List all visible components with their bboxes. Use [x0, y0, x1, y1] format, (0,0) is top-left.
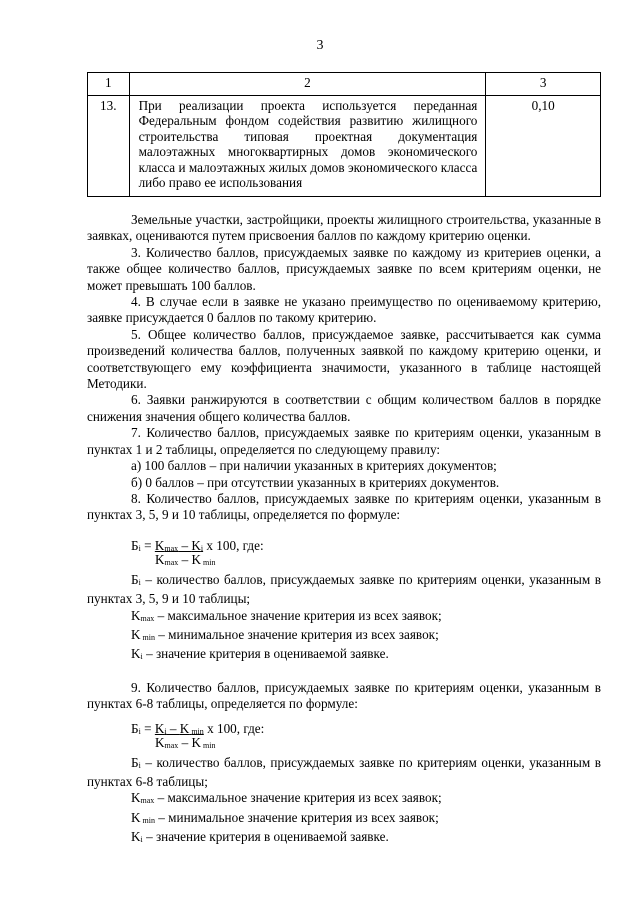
page-number: 3: [316, 38, 324, 53]
formula-2-numerator-line: $Б_i = K_i - K$ $_{min}$ x 100, где:: [131, 720, 265, 736]
definition-2-kmin: K $_{min}$ – минимальное значение критерия из всех заявок;: [131, 809, 439, 825]
definition-2-ki: $K_i$ – значение критерия в оцениваемой заявке.: [131, 829, 389, 845]
paragraph-8: 8. Количество баллов, присуждаемых заявке по критериям оценки, указанным в пунктах 3, 5, 9 и 10 таблицы, определяется по формуле:: [87, 490, 601, 523]
formula-2-denominator: $K_{max}$ – K $_{min}$: [155, 734, 216, 750]
criteria-table: [87, 72, 601, 197]
formula-1-denominator: $K_{max}$ – K $_{min}$: [155, 551, 216, 567]
row-number: 13.: [88, 96, 130, 197]
row-criterion-text: При реализации проекта используется переданная Федеральным фондом содействия развитию жилищного строительства типовая проектная документация малоэтажных многоквартирных домов экономического класса и малоэтажных жилых домов экономического класса либо право ее использования: [129, 96, 486, 197]
formula-2: [87, 721, 601, 755]
paragraph-7a: а) 100 баллов – при наличии указанных в критериях документов;: [131, 458, 497, 474]
paragraph-7b: б) 0 баллов – при отсутствии указанных в критериях документов.: [131, 474, 500, 490]
definition-1-kmin: K $_{min}$ – минимальное значение критерия из всех заявок;: [131, 626, 439, 642]
definition-1-kmax: $K_{max}$ – максимальное значение критерия из всех заявок;: [131, 607, 442, 623]
header-col-1: 1: [88, 73, 130, 96]
row-coefficient: 0,10: [486, 96, 601, 197]
formula-1: [87, 538, 601, 572]
header-col-2: 2: [129, 73, 486, 96]
definition-1-b: $Б_i$ – количество баллов, присуждаемых заявке по критериям оценки, указанным в пунктах 3, 5, 9 и 10 таблицы;: [87, 571, 601, 607]
paragraph-intro: Земельные участки, застройщики, проекты жилищного строительства, указанные в заявках, оцениваются путем присвоения баллов по каждому критерию оценки.: [87, 212, 601, 244]
formula-1-numerator-line: $Б_i = K_{max} - K_i$ x 100, где:: [131, 537, 264, 553]
definition-2-b: $Б_i$ – количество баллов, присуждаемых заявке по критериям оценки, указанным в пунктах 6-8 таблицы;: [87, 754, 601, 789]
table-row: [88, 96, 601, 197]
table-header-row: [88, 73, 601, 96]
definition-1-ki: $K_i$ – значение критерия в оцениваемой заявке.: [131, 646, 389, 662]
paragraph-7: 7. Количество баллов, присуждаемых заявке по критериям оценки, указанным в пунктах 1 и 2 таблицы, определяется по следующему правилу:: [87, 425, 601, 457]
paragraph-6: 6. Заявки ранжируются в соответствии с общим количеством баллов в порядке снижения значения общего количества баллов.: [87, 392, 601, 424]
definition-2-kmax: $K_{max}$ – максимальное значение критерия из всех заявок;: [131, 790, 442, 806]
document-body: [87, 212, 601, 849]
paragraph-4: 4. В случае если в заявке не указано преимущество по оцениваемому критерию, заявке присуждается 0 баллов по такому критерию.: [87, 294, 601, 326]
header-col-3: 3: [486, 73, 601, 96]
paragraph-9: 9. Количество баллов, присуждаемых заявке по критериям оценки, указанным в пунктах 6-8 таблицы, определяется по формуле:: [87, 679, 601, 712]
paragraph-5: 5. Общее количество баллов, присуждаемое заявке, рассчитывается как сумма произведений количества баллов, полученных заявкой по каждому критерию оценки, и соответствующего ему коэффициента значимости, указанного в таблице настоящей Методики.: [87, 326, 601, 392]
paragraph-3: 3. Количество баллов, присуждаемых заявке по каждому из критериев оценки, а также общее количество баллов, присуждаемых заявке по всем критериям оценки, не может превышать 100 баллов.: [87, 244, 601, 293]
